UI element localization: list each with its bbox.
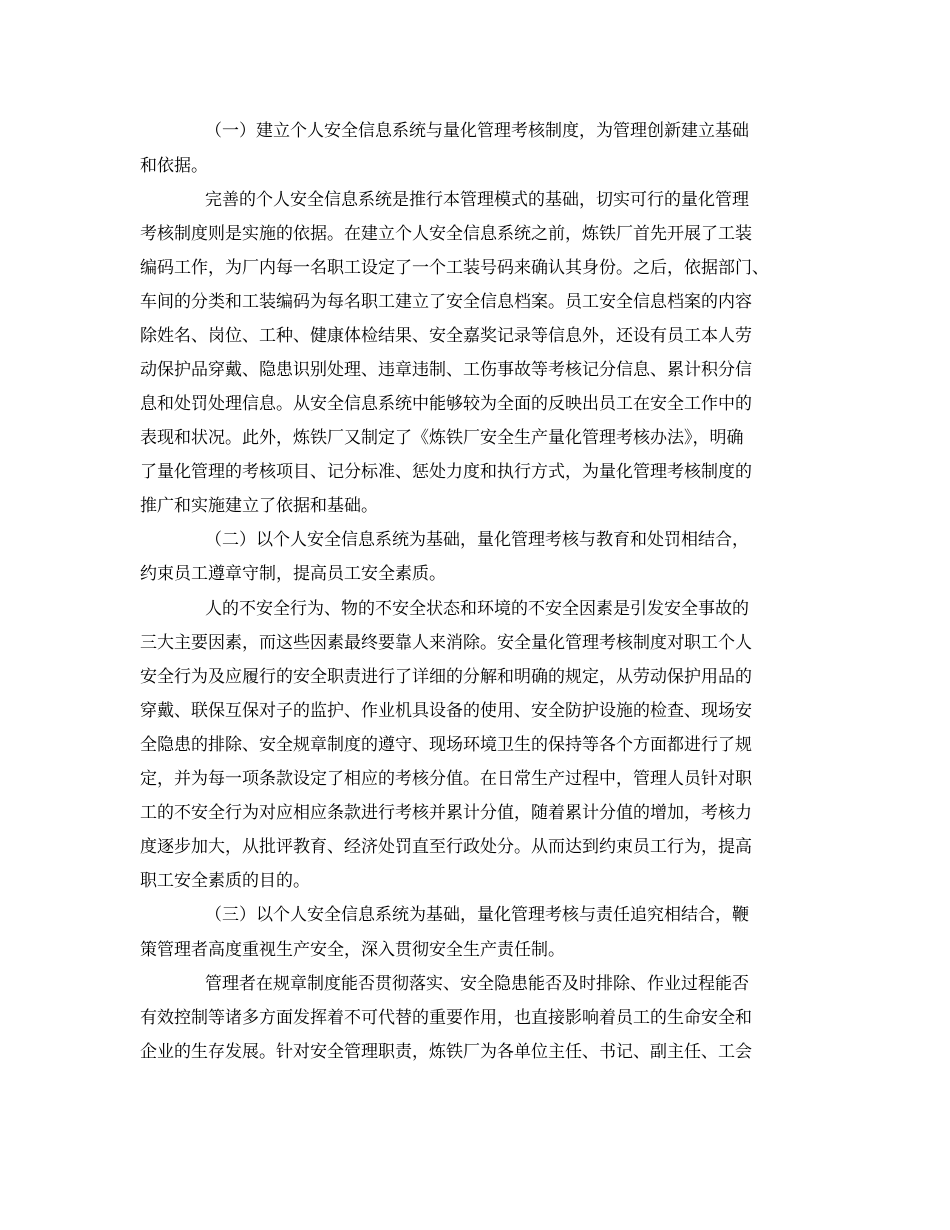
paragraph-line: 三大主要因素，而这些因素最终要靠人来消除。安全量化管理考核制度对职工个人 [140,633,752,653]
section-heading-3-cont: 策管理者高度重视生产安全，深入贯彻安全生产责任制。 [140,940,565,960]
paragraph-line: 编码工作，为厂内每一名职工设定了一个工装号码来确认其身份。之后，依据部门、 [140,258,769,278]
paragraph-line: 管理者在规章制度能否贯彻落实、安全隐患能否及时排除、作业过程能否 [205,974,749,994]
paragraph-line: 工的不安全行为对应相应条款进行考核并累计分值，随着累计分值的增加，考核力 [140,803,752,823]
paragraph-line: 职工安全素质的目的。 [140,871,310,891]
paragraph-line: 除姓名、岗位、工种、健康体检结果、安全嘉奖记录等信息外，还设有员工本人劳 [140,326,752,346]
paragraph-line: 表现和状况。此外，炼铁厂又制定了《炼铁厂安全生产量化管理考核办法》，明确 [140,428,744,448]
paragraph-line: 了量化管理的考核项目、记分标准、惩处力度和执行方式，为量化管理考核制度的 [140,462,752,482]
paragraph-line: 推广和实施建立了依据和基础。 [140,496,378,516]
paragraph-line: 定，并为每一项条款设定了相应的考核分值。在日常生产过程中，管理人员针对职 [140,769,752,789]
paragraph-line: 车间的分类和工装编码为每名职工建立了安全信息档案。员工安全信息档案的内容 [140,292,752,312]
paragraph-line: 穿戴、联保互保对子的监护、作业机具设备的使用、安全防护设施的检查、现场安 [140,701,752,721]
paragraph-line: 完善的个人安全信息系统是推行本管理模式的基础，切实可行的量化管理 [205,190,749,210]
section-heading-3: （三）以个人安全信息系统为基础，量化管理考核与责任追究相结合，鞭 [205,905,749,925]
paragraph-line: 息和处罚处理信息。从安全信息系统中能够较为全面的反映出员工在安全工作中的 [140,394,752,414]
section-heading-2: （二）以个人安全信息系统为基础，量化管理考核与教育和处罚相结合， [205,530,749,550]
section-heading-2-cont: 约束员工遵章守制，提高员工安全素质。 [140,564,446,584]
paragraph-line: 有效控制等诸多方面发挥着不可代替的重要作用，也直接影响着员工的生命安全和 [140,1008,752,1028]
paragraph-line: 人的不安全行为、物的不安全状态和环境的不安全因素是引发安全事故的 [205,599,749,619]
paragraph-line: 企业的生存发展。针对安全管理职责，炼铁厂为各单位主任、书记、副主任、工会 [140,1042,752,1062]
section-heading-1: （一）建立个人安全信息系统与量化管理考核制度，为管理创新建立基础 [205,121,749,141]
paragraph-line: 动保护品穿戴、隐患识别处理、违章违制、工伤事故等考核记分信息、累计积分信 [140,360,752,380]
section-heading-1-cont: 和依据。 [140,156,208,176]
paragraph-line: 度逐步加大，从批评教育、经济处罚直至行政处分。从而达到约束员工行为，提高 [140,837,752,857]
paragraph-line: 安全行为及应履行的安全职责进行了详细的分解和明确的规定，从劳动保护用品的 [140,667,752,687]
paragraph-line: 考核制度则是实施的依据。在建立个人安全信息系统之前，炼铁厂首先开展了工装 [140,224,752,244]
paragraph-line: 全隐患的排除、安全规章制度的遵守、现场环境卫生的保持等各个方面都进行了规 [140,735,752,755]
